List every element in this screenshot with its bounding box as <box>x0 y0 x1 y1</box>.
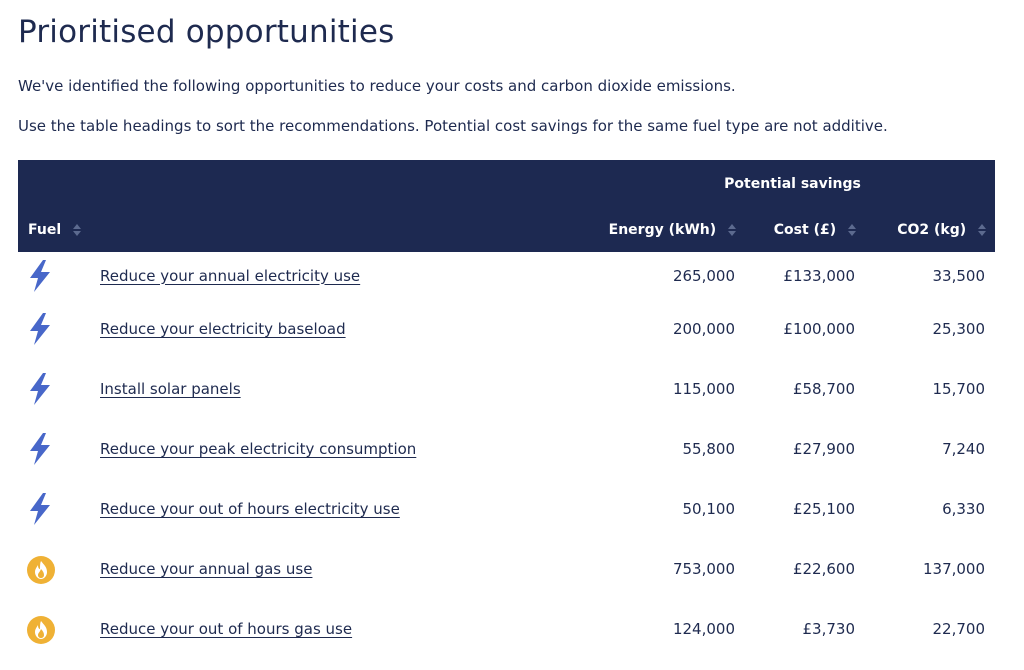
cost-value: £58,700 <box>792 380 855 398</box>
recommendation-link[interactable]: Reduce your out of hours gas use <box>100 620 353 638</box>
table-row <box>18 299 995 359</box>
flame-icon <box>26 613 56 645</box>
co2-column-label: CO2 (kg) <box>897 221 967 238</box>
flame-icon <box>26 553 56 585</box>
fuel-cell <box>18 479 100 539</box>
table-row <box>18 419 995 479</box>
table-row <box>18 252 995 299</box>
opportunities-table <box>18 160 995 659</box>
page-title: Prioritised opportunities <box>18 14 395 50</box>
energy-column-header[interactable] <box>570 207 745 252</box>
recommendation-link[interactable]: Reduce your electricity baseload <box>100 320 346 338</box>
co2-value: 22,700 <box>932 620 986 638</box>
co2-column-header[interactable] <box>865 207 995 252</box>
lightning-bolt-icon <box>26 312 54 346</box>
recommendation-link[interactable]: Reduce your annual electricity use <box>100 266 361 285</box>
cost-value: £100,000 <box>783 320 855 338</box>
sort-arrows-icon[interactable] <box>977 223 987 237</box>
potential-savings-header: Potential savings <box>724 175 861 192</box>
co2-value: 137,000 <box>922 560 986 578</box>
cost-value: £133,000 <box>783 266 855 285</box>
energy-value: 50,100 <box>682 500 735 518</box>
table-header <box>18 160 995 252</box>
table-row <box>18 539 995 599</box>
table-row <box>18 359 995 419</box>
cost-value: £25,100 <box>792 500 855 518</box>
energy-value: 265,000 <box>672 266 735 285</box>
fuel-cell <box>18 252 100 299</box>
sort-hint-text: Use the table headings to sort the recommendations. Potential cost savings for the same fuel type are not additive. <box>18 117 888 135</box>
header-columns-row <box>18 207 995 252</box>
sort-arrows-icon[interactable] <box>72 223 82 237</box>
recommendation-link[interactable]: Reduce your annual gas use <box>100 560 313 578</box>
energy-value: 115,000 <box>672 380 735 398</box>
co2-value: 6,330 <box>942 500 986 518</box>
fuel-cell <box>18 599 100 659</box>
sort-arrows-icon[interactable] <box>847 223 857 237</box>
energy-value: 55,800 <box>682 440 735 458</box>
energy-value: 124,000 <box>672 620 735 638</box>
energy-value: 200,000 <box>672 320 735 338</box>
cost-column-label: Cost (£) <box>773 221 837 238</box>
recommendation-link[interactable]: Reduce your peak electricity consumption <box>100 440 417 458</box>
co2-value: 7,240 <box>942 440 986 458</box>
sort-arrows-icon[interactable] <box>727 223 737 237</box>
co2-value: 15,700 <box>932 380 986 398</box>
fuel-cell <box>18 539 100 599</box>
energy-value: 753,000 <box>672 560 735 578</box>
lightning-bolt-icon <box>26 432 54 466</box>
lightning-bolt-icon <box>26 259 54 293</box>
opportunities-table-wrapper <box>18 160 995 659</box>
intro-text: We've identified the following opportunities to reduce your costs and carbon dioxide emissions. <box>18 77 736 95</box>
fuel-cell <box>18 359 100 419</box>
fuel-cell <box>18 419 100 479</box>
lightning-bolt-icon <box>26 372 54 406</box>
table-body <box>18 252 995 659</box>
fuel-cell <box>18 299 100 359</box>
cost-value: £3,730 <box>802 620 855 638</box>
energy-column-label: Energy (kWh) <box>608 221 717 238</box>
lightning-bolt-icon <box>26 492 54 526</box>
table-row <box>18 599 995 659</box>
fuel-column-label: Fuel <box>28 221 62 238</box>
cost-column-header[interactable] <box>745 207 865 252</box>
fuel-column-header[interactable] <box>18 207 100 252</box>
co2-value: 25,300 <box>932 320 986 338</box>
recommendation-link[interactable]: Reduce your out of hours electricity use <box>100 500 400 518</box>
cost-value: £22,600 <box>792 560 855 578</box>
table-row <box>18 479 995 539</box>
recommendation-link[interactable]: Install solar panels <box>100 380 241 398</box>
co2-value: 33,500 <box>932 266 986 285</box>
cost-value: £27,900 <box>792 440 855 458</box>
header-group-row <box>18 160 995 207</box>
